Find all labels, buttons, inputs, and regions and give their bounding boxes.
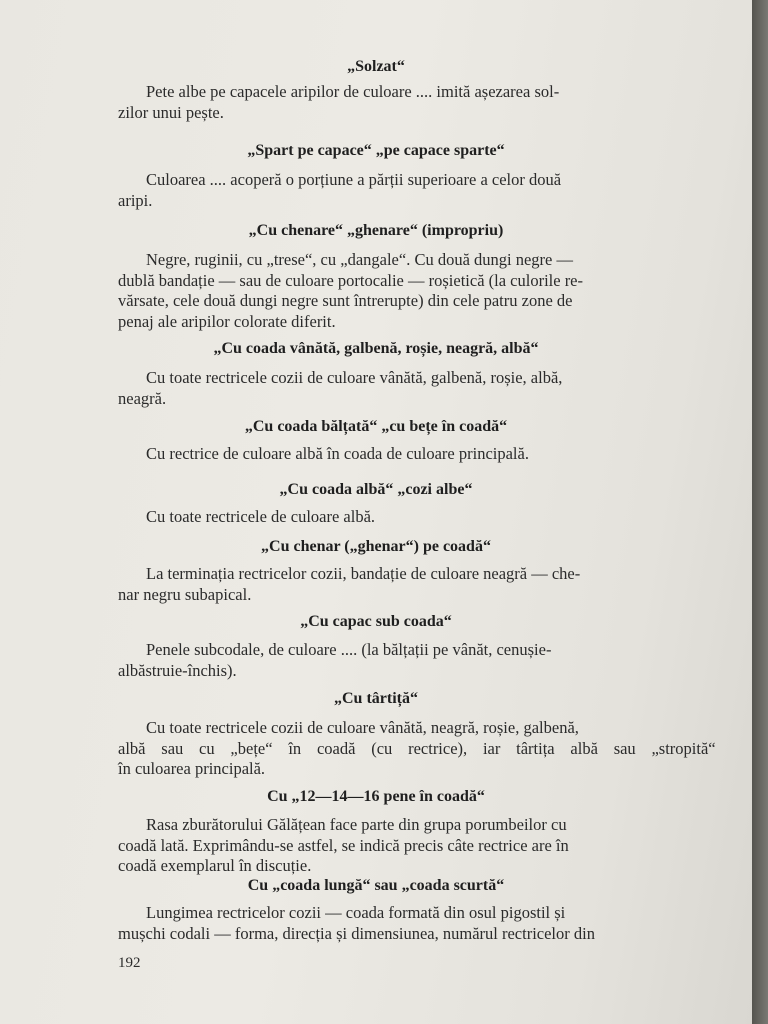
paragraph-line: Culoarea .... acoperă o porțiune a părții superioare a celor două <box>146 170 562 189</box>
paragraph-line: coadă exemplarul în discuție. <box>118 856 312 875</box>
paragraph-line: albă sau cu „bețe“ în coadă (cu rectrice), iar târtița albă sau „stropită“ <box>118 738 716 758</box>
section-paragraph <box>118 903 716 944</box>
paragraph-line: aripi. <box>118 190 153 210</box>
section-heading: „Cu coada albă“ „cozi albe“ <box>279 481 473 498</box>
section-heading: „Cu chenar („ghenar“) pe coadă“ <box>261 538 491 555</box>
section-paragraph <box>118 250 716 332</box>
paragraph-line: Cu rectrice de culoare albă în coada de culoare principală. <box>146 444 529 463</box>
paragraph-line: penaj ale aripilor colorate diferit. <box>118 311 336 331</box>
book-spine-edge <box>752 0 768 1024</box>
paragraph-line: în culoarea principală. <box>118 759 266 778</box>
section-paragraph <box>118 718 716 780</box>
section-paragraph <box>118 815 716 877</box>
paragraph-line: Cu toate rectricele de culoare albă. <box>146 507 376 526</box>
paragraph-line: vărsate, cele două dungi negre sunt întrerupte) din cele patru zone de <box>118 291 573 310</box>
paragraph-line: Negre, ruginii, cu „trese“, cu „dangale“. Cu două dungi negre — <box>146 250 574 269</box>
paragraph-line: La terminația rectricelor cozii, bandație de culoare neagră — che- <box>146 564 581 583</box>
paragraph-line: neagră. <box>118 388 167 408</box>
section-heading: „Spart pe capace“ „pe capace sparte“ <box>247 142 505 159</box>
paragraph-line: coadă lată. Exprimându-se astfel, se indică precis câte rectrice are în <box>118 835 569 855</box>
paragraph-line: Penele subcodale, de culoare .... (la bălțații pe vânăt, cenușie- <box>146 640 552 659</box>
page-number: 192 <box>118 955 141 971</box>
paragraph-line: Pete albe pe capacele aripilor de culoare .... imită așezarea sol- <box>146 82 560 101</box>
paragraph-line: mușchi codali — forma, direcția și dimensiunea, numărul rectricelor din <box>118 923 595 943</box>
section-heading: Cu „coada lungă“ sau „coada scurtă“ <box>247 877 505 894</box>
section-paragraph <box>118 507 716 528</box>
paragraph-line: Cu toate rectricele cozii de culoare vânătă, galbenă, roșie, albă, <box>146 368 563 387</box>
section-paragraph <box>118 564 716 605</box>
section-heading: Cu „12—14—16 pene în coadă“ <box>267 788 485 805</box>
section-paragraph <box>118 82 716 123</box>
paragraph-line: Cu toate rectricele cozii de culoare vânătă, neagră, roșie, galbenă, <box>146 718 579 737</box>
section-heading: „Cu capac sub coada“ <box>300 613 452 630</box>
section-paragraph <box>118 444 716 465</box>
section-paragraph <box>118 170 716 211</box>
paragraph-line: albăstruie-închis). <box>118 660 237 680</box>
section-heading: „Cu târtiță“ <box>334 690 418 707</box>
paragraph-line: Lungimea rectricelor cozii — coada formată din osul pigostil și <box>146 903 566 922</box>
paragraph-line: nar negru subapical. <box>118 584 252 604</box>
section-heading: „Solzat“ <box>347 58 405 75</box>
section-paragraph <box>118 640 716 681</box>
section-heading: „Cu chenare“ „ghenare“ (impropriu) <box>248 222 504 239</box>
paragraph-line: dublă bandație — sau de culoare portocalie — roșietică (la culorile re- <box>118 270 584 290</box>
section-heading: „Cu coada vânătă, galbenă, roșie, neagră, albă“ <box>213 340 539 357</box>
paragraph-line: Rasa zburătorului Gălățean face parte din grupa porumbeilor cu <box>146 815 567 834</box>
section-heading: „Cu coada bălțată“ „cu bețe în coadă“ <box>244 418 508 435</box>
section-paragraph <box>118 368 716 409</box>
paragraph-line: zilor unui pește. <box>118 102 224 122</box>
